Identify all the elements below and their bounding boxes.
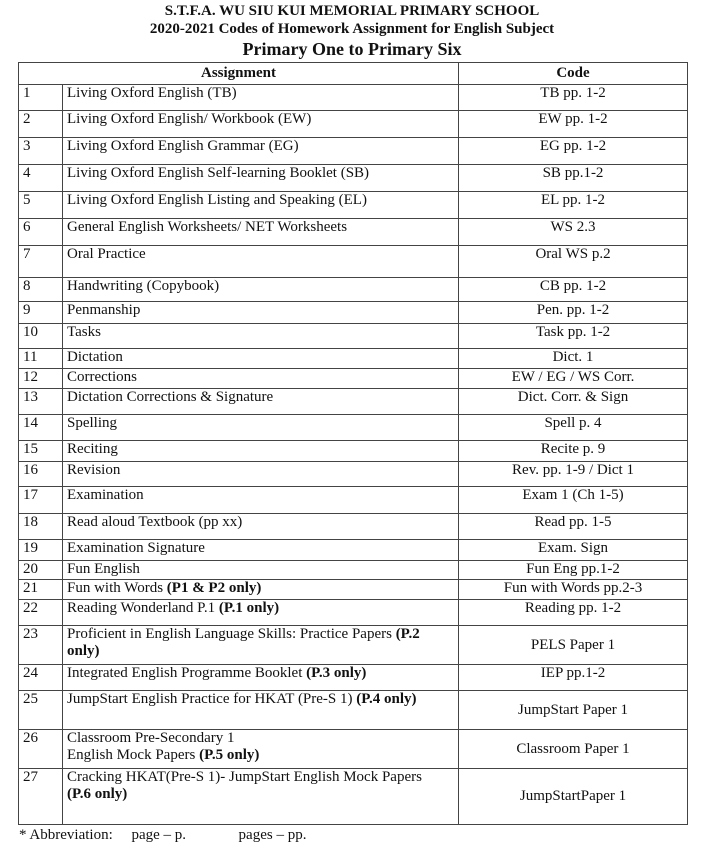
assignment-column-header: Assignment bbox=[19, 63, 459, 85]
table-row bbox=[19, 111, 688, 138]
row-number: 21 bbox=[19, 580, 63, 600]
level-restriction: (P1 & P2 only) bbox=[166, 580, 262, 596]
table-row bbox=[19, 192, 688, 219]
table-row bbox=[19, 580, 688, 600]
row-number: 25 bbox=[19, 691, 63, 730]
row-number: 14 bbox=[19, 415, 63, 441]
table-row bbox=[19, 302, 688, 324]
row-number: 19 bbox=[19, 540, 63, 561]
abbreviation-footnote: * Abbreviation: page – p. pages – pp. bbox=[19, 827, 307, 843]
table-row bbox=[19, 691, 688, 730]
assignment-code: Reading pp. 1-2 bbox=[459, 600, 688, 626]
assignment-title: Classroom Pre-Secondary 1 bbox=[67, 730, 235, 746]
assignment-name: Read aloud Textbook (pp xx) bbox=[63, 514, 459, 540]
table-row bbox=[19, 540, 688, 561]
level-restriction: (P.3 only) bbox=[306, 665, 367, 681]
assignment-title: Fun with Words bbox=[67, 580, 167, 596]
assignment-title-line2: English Mock Papers bbox=[67, 747, 200, 763]
table-row bbox=[19, 561, 688, 580]
row-number: 4 bbox=[19, 165, 63, 192]
assignment-name: Tasks bbox=[63, 324, 459, 349]
assignment-code: EW pp. 1-2 bbox=[459, 111, 688, 138]
row-number: 20 bbox=[19, 561, 63, 580]
assignment-code: JumpStartPaper 1 bbox=[459, 769, 688, 825]
assignment-code: CB pp. 1-2 bbox=[459, 278, 688, 302]
assignment-name: Examination Signature bbox=[63, 540, 459, 561]
row-number: 12 bbox=[19, 369, 63, 389]
level-restriction: (P.5 only) bbox=[199, 747, 260, 763]
assignment-name: Revision bbox=[63, 462, 459, 487]
assignment-name bbox=[63, 691, 459, 730]
assignment-name: Handwriting (Copybook) bbox=[63, 278, 459, 302]
assignment-name bbox=[63, 665, 459, 691]
level-restriction: (P.1 only) bbox=[218, 600, 280, 616]
assignment-code: Rev. pp. 1-9 / Dict 1 bbox=[459, 462, 688, 487]
level-restriction: (P.2 only) bbox=[67, 626, 420, 659]
assignment-code: Dict. Corr. & Sign bbox=[459, 389, 688, 415]
table-row bbox=[19, 85, 688, 111]
assignment-code: Dict. 1 bbox=[459, 349, 688, 369]
row-number: 11 bbox=[19, 349, 63, 369]
assignment-code: TB pp. 1-2 bbox=[459, 85, 688, 111]
document-subtitle: 2020-2021 Codes of Homework Assignment for English Subject bbox=[149, 21, 555, 37]
assignment-code: Pen. pp. 1-2 bbox=[459, 302, 688, 324]
row-number: 3 bbox=[19, 138, 63, 165]
table-row bbox=[19, 165, 688, 192]
row-number: 15 bbox=[19, 441, 63, 462]
assignment-name: Living Oxford English Self-learning Booklet (SB) bbox=[63, 165, 459, 192]
assignment-code: Read pp. 1-5 bbox=[459, 514, 688, 540]
assignment-name: Spelling bbox=[63, 415, 459, 441]
row-number: 13 bbox=[19, 389, 63, 415]
homework-codes-table bbox=[18, 62, 688, 825]
assignment-name bbox=[63, 769, 459, 825]
row-number: 7 bbox=[19, 246, 63, 278]
assignment-code: Exam. Sign bbox=[459, 540, 688, 561]
assignment-name: Dictation bbox=[63, 349, 459, 369]
assignment-code: JumpStart Paper 1 bbox=[459, 691, 688, 730]
row-number: 27 bbox=[19, 769, 63, 825]
assignment-name bbox=[63, 730, 459, 769]
row-number: 2 bbox=[19, 111, 63, 138]
assignment-code: EL pp. 1-2 bbox=[459, 192, 688, 219]
assignment-name: Corrections bbox=[63, 369, 459, 389]
assignment-code: IEP pp.1-2 bbox=[459, 665, 688, 691]
table-row bbox=[19, 769, 688, 825]
assignment-code: Fun with Words pp.2-3 bbox=[459, 580, 688, 600]
assignment-code: Oral WS p.2 bbox=[459, 246, 688, 278]
table-row bbox=[19, 600, 688, 626]
table-row bbox=[19, 730, 688, 769]
row-number: 18 bbox=[19, 514, 63, 540]
row-number: 9 bbox=[19, 302, 63, 324]
table-row bbox=[19, 349, 688, 369]
assignment-code: EW / EG / WS Corr. bbox=[459, 369, 688, 389]
code-column-header: Code bbox=[459, 63, 688, 85]
assignment-name bbox=[63, 600, 459, 626]
row-number: 1 bbox=[19, 85, 63, 111]
assignment-name bbox=[63, 626, 459, 665]
assignment-name: Living Oxford English Grammar (EG) bbox=[63, 138, 459, 165]
row-number: 6 bbox=[19, 219, 63, 246]
assignment-name: Examination bbox=[63, 487, 459, 514]
assignment-code: Task pp. 1-2 bbox=[459, 324, 688, 349]
row-number: 8 bbox=[19, 278, 63, 302]
assignment-name: General English Worksheets/ NET Worksheets bbox=[63, 219, 459, 246]
row-number: 17 bbox=[19, 487, 63, 514]
assignment-name: Oral Practice bbox=[63, 246, 459, 278]
assignment-code: Recite p. 9 bbox=[459, 441, 688, 462]
row-number: 16 bbox=[19, 462, 63, 487]
assignment-title: Integrated English Programme Booklet bbox=[67, 665, 307, 681]
assignment-code: Spell p. 4 bbox=[459, 415, 688, 441]
table-row bbox=[19, 665, 688, 691]
assignment-name: Living Oxford English Listing and Speaking (EL) bbox=[63, 192, 459, 219]
assignment-name: Penmanship bbox=[63, 302, 459, 324]
table-row bbox=[19, 369, 688, 389]
level-range: Primary One to Primary Six bbox=[242, 39, 462, 59]
row-number: 24 bbox=[19, 665, 63, 691]
table-row bbox=[19, 278, 688, 302]
table-row bbox=[19, 324, 688, 349]
table-row bbox=[19, 138, 688, 165]
assignment-name: Fun English bbox=[63, 561, 459, 580]
assignment-code: Exam 1 (Ch 1-5) bbox=[459, 487, 688, 514]
table-row bbox=[19, 441, 688, 462]
assignment-title: JumpStart English Practice for HKAT (Pre-S 1) bbox=[67, 691, 357, 707]
assignment-name: Living Oxford English/ Workbook (EW) bbox=[63, 111, 459, 138]
assignment-code: Fun Eng pp.1-2 bbox=[459, 561, 688, 580]
table-row bbox=[19, 219, 688, 246]
table-row bbox=[19, 462, 688, 487]
assignment-title: Reading Wonderland P.1 bbox=[67, 600, 219, 616]
table-header-row bbox=[19, 63, 688, 85]
row-number: 22 bbox=[19, 600, 63, 626]
row-number: 26 bbox=[19, 730, 63, 769]
assignment-name bbox=[63, 580, 459, 600]
table-row bbox=[19, 487, 688, 514]
school-name: S.T.F.A. WU SIU KUI MEMORIAL PRIMARY SCHOOL bbox=[164, 3, 540, 19]
table-row bbox=[19, 415, 688, 441]
row-number: 23 bbox=[19, 626, 63, 665]
assignment-title: Proficient in English Language Skills: Practice Papers bbox=[67, 626, 396, 642]
table-row bbox=[19, 246, 688, 278]
row-number: 5 bbox=[19, 192, 63, 219]
table-row bbox=[19, 389, 688, 415]
table-row bbox=[19, 626, 688, 665]
assignment-code: PELS Paper 1 bbox=[459, 626, 688, 665]
assignment-name: Dictation Corrections & Signature bbox=[63, 389, 459, 415]
assignment-name: Living Oxford English (TB) bbox=[63, 85, 459, 111]
assignment-title: Cracking HKAT(Pre-S 1)- JumpStart English Mock Papers bbox=[67, 769, 422, 785]
assignment-code: SB pp.1-2 bbox=[459, 165, 688, 192]
assignment-code: WS 2.3 bbox=[459, 219, 688, 246]
assignment-code: Classroom Paper 1 bbox=[459, 730, 688, 769]
assignment-name: Reciting bbox=[63, 441, 459, 462]
level-restriction: (P.4 only) bbox=[356, 691, 417, 707]
level-restriction: (P.6 only) bbox=[67, 786, 128, 802]
assignment-code: EG pp. 1-2 bbox=[459, 138, 688, 165]
row-number: 10 bbox=[19, 324, 63, 349]
table-row bbox=[19, 514, 688, 540]
